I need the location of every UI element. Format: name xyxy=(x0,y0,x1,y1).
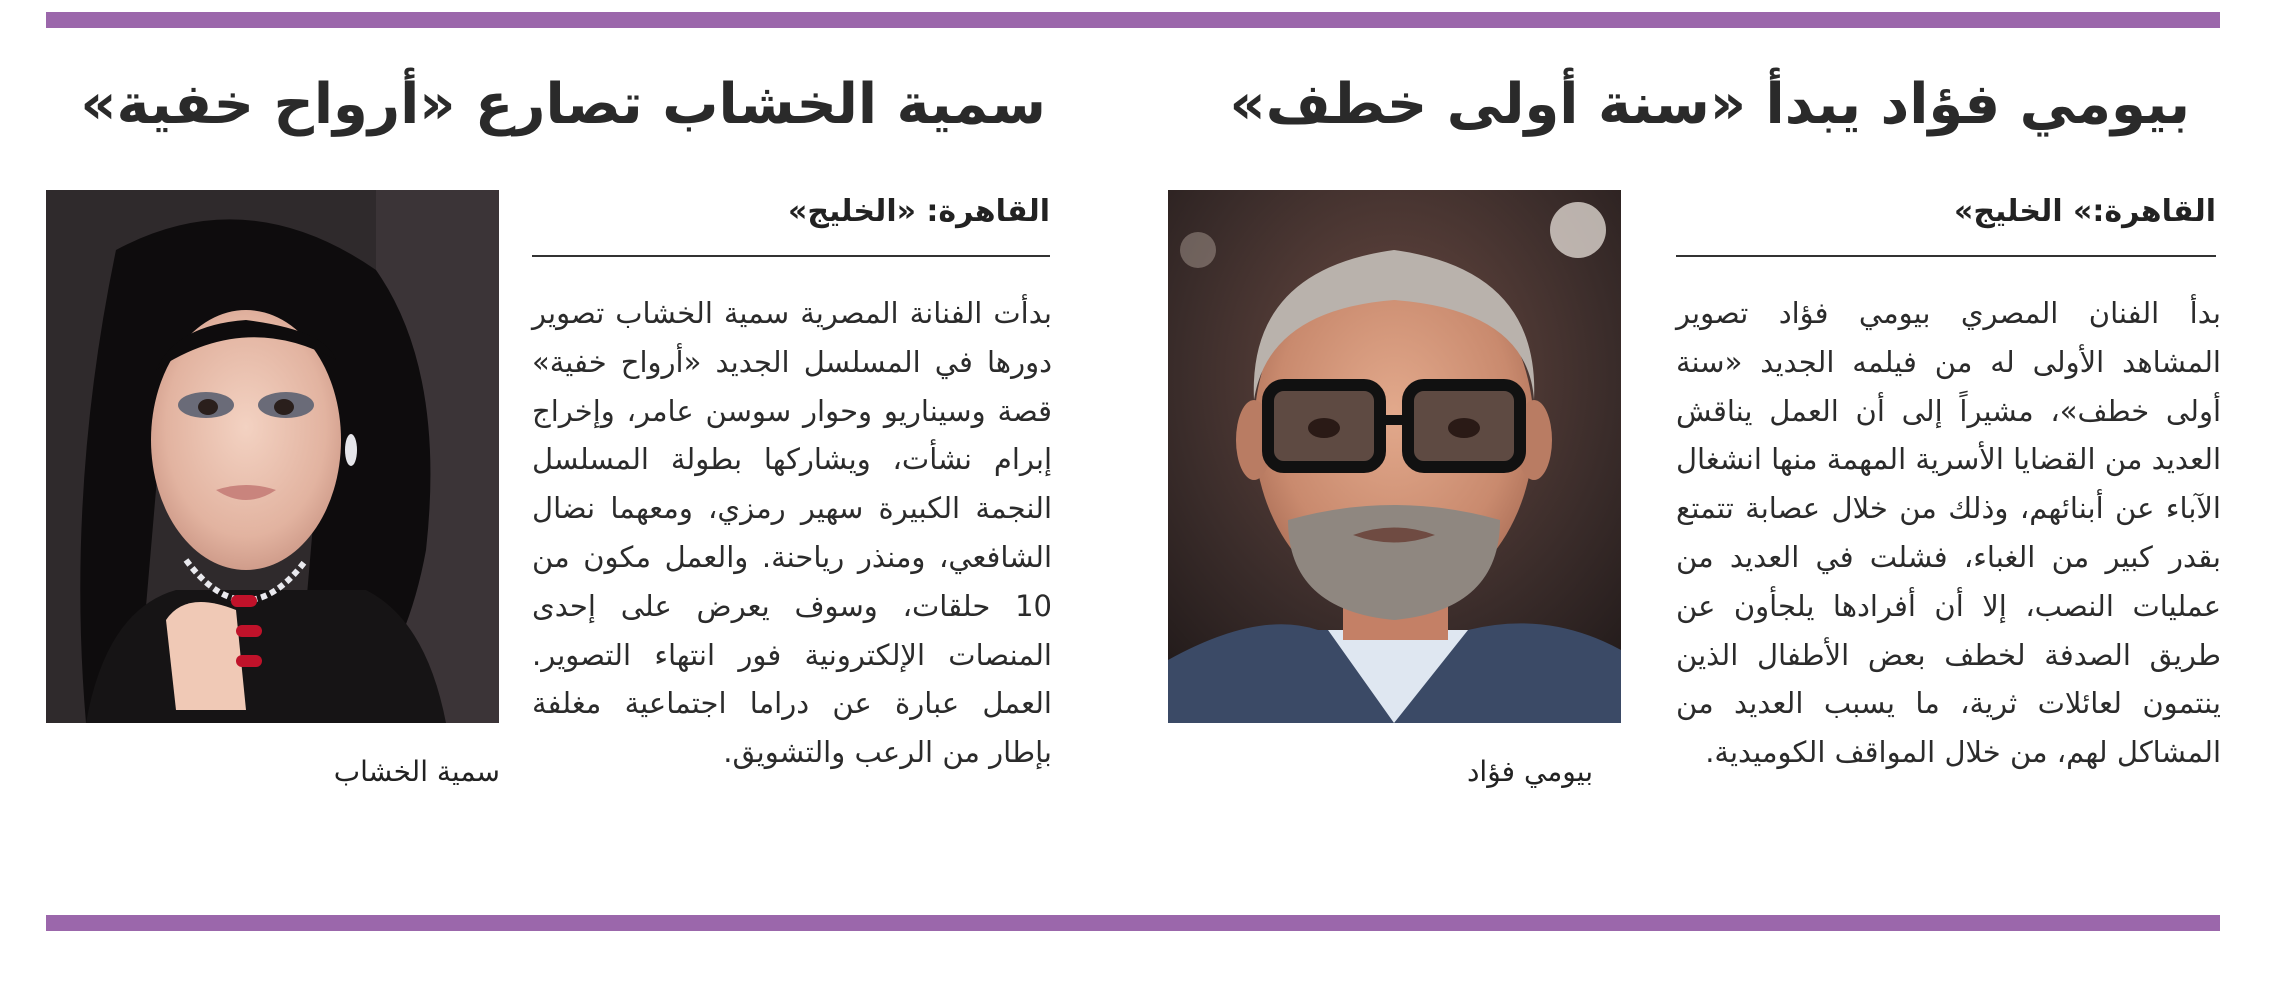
photo-caption: سمية الخشاب xyxy=(333,755,500,788)
photo-caption: بيومي فؤاد xyxy=(1466,755,1593,788)
bottom-accent-rule xyxy=(46,915,2220,931)
top-accent-rule xyxy=(46,12,2220,28)
article-body: بدأ الفنان المصري بيومي فؤاد تصوير المشاهد الأولى له من فيلمه الجديد «سنة أولى خطف»، مشيراً إلى أن العمل يناقش العديد من القضايا الأسرية المهمة منها انشغال الآباء عن أبنائهم، وذلك من خلال عصابة تتمتع بقدر كبير من الغباء، فشلت في العديد من عمليات النصب، إلا أن أفرادها يلجأون عن طريق الصدفة لخطف بعض الأطفال الذين ينتمون لعائلات ثرية، ما يسبب العديد من المشاكل لهم، من خلال المواقف الكوميدية. xyxy=(1675,296,2221,770)
byline-divider xyxy=(1676,255,2216,257)
article-headline: سمية الخشاب تصارع «أرواح خفية» xyxy=(80,72,1046,137)
portrait-photo-woman xyxy=(46,190,499,723)
article-headline: بيومي فؤاد يبدأ «سنة أولى خطف» xyxy=(1229,72,2190,137)
portrait-photo-man-glasses xyxy=(1168,190,1621,723)
article-byline: القاهرة:» الخليج» xyxy=(1953,194,2216,229)
byline-divider xyxy=(532,255,1050,257)
article-byline: القاهرة: «الخليج» xyxy=(787,194,1050,229)
article-body: بدأت الفنانة المصرية سمية الخشاب تصوير دورها في المسلسل الجديد «أرواح خفية» قصة وسيناريو وحوار سوسن عامر، وإخراج إبرام نشأت، ويشاركها بطولة المسلسل النجمة الكبيرة سهير رمزي، ومعهما نضال الشافعي، ومنذر رياحنة. والعمل مكون من 10 حلقات، وسوف يعرض على إحدى المنصات الإلكترونية فور انتهاء التصوير. العمل عبارة عن دراما اجتماعية مغلفة بإطار من الرعب والتشويق. xyxy=(532,296,1052,770)
